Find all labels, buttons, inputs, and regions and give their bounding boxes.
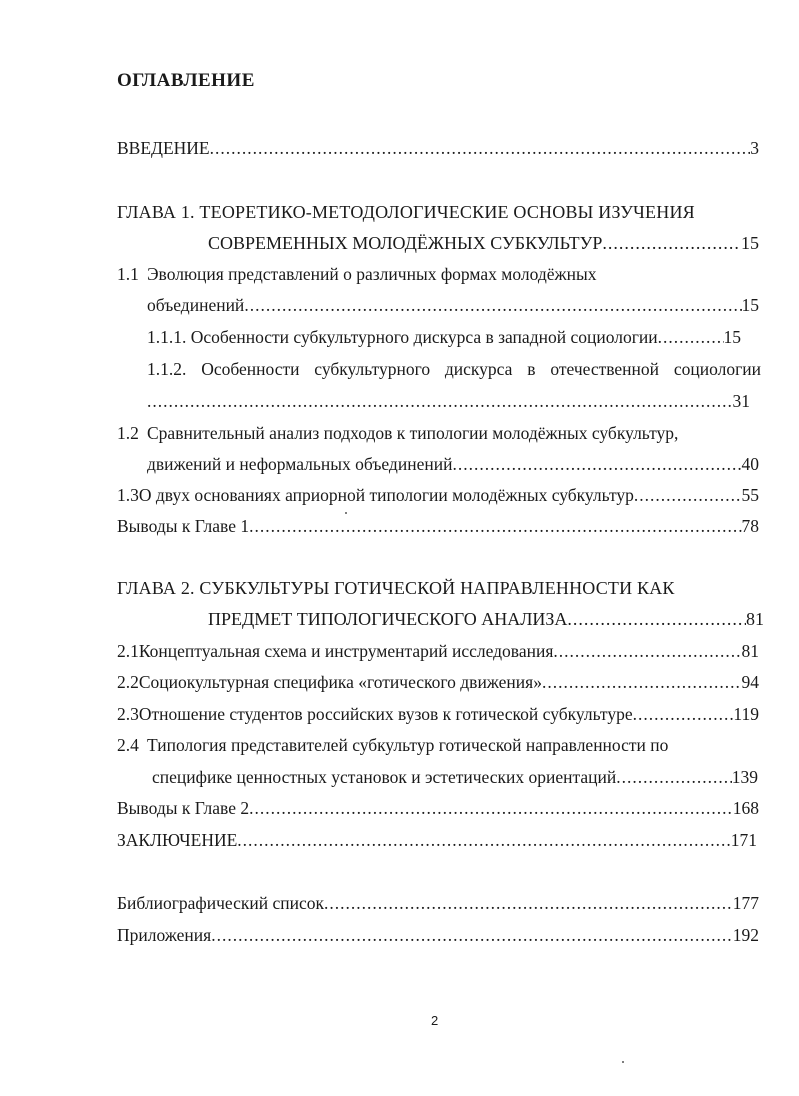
toc-entry-1-1-line2 [147, 294, 759, 316]
toc-entry-page: 31 [732, 391, 750, 411]
toc-entry-label: 1.1.1. Особенности субкультурного дискурса в западной социологии [147, 327, 658, 347]
toc-entry-page: 81 [741, 641, 759, 661]
dot-leader [249, 797, 733, 819]
dot-leader [147, 390, 733, 412]
toc-entry-page: 15 [741, 295, 759, 315]
toc-entry-label: Выводы к Главе 2 [117, 798, 250, 818]
dot-leader [249, 515, 741, 537]
toc-entry-page: 139 [731, 767, 758, 787]
toc-entry-label: Эволюция представлений о различных формах молодёжных [147, 264, 597, 284]
toc-entry-2-2 [117, 671, 759, 693]
toc-entry-label: движений и неформальных объединений [147, 454, 453, 474]
dot-leader [567, 608, 746, 630]
section-number: 2.1 [117, 641, 139, 661]
dot-leader [324, 892, 733, 914]
toc-entry-page: 94 [741, 672, 759, 692]
chapter1-heading-line1: ГЛАВА 1. ТЕОРЕТИКО-МЕТОДОЛОГИЧЕСКИЕ ОСНОВЫ ИЗУЧЕНИЯ [117, 202, 695, 222]
toc-entry-page: 3 [750, 138, 759, 158]
dot-leader [452, 453, 741, 475]
toc-entry-label: объединений [147, 295, 245, 315]
toc-entry-conclusion [117, 829, 757, 851]
toc-entry-label: ВВЕДЕНИЕ [117, 138, 210, 158]
toc-entry-1-1-line1 [117, 263, 596, 285]
dot-leader [634, 484, 742, 506]
toc-entry-label: О двух основаниях априорной типологии молодёжных субкультур [138, 485, 634, 505]
toc-entry-label: Концептуальная схема и инструментарий исследования [138, 641, 554, 661]
dot-leader [616, 766, 732, 788]
dot-leader [658, 326, 724, 348]
chapter2-heading-line2 [208, 608, 764, 630]
dot-leader [633, 703, 734, 725]
dot-leader [602, 232, 741, 254]
dot-leader [211, 924, 733, 946]
toc-entry-label: ЗАКЛЮЧЕНИЕ [117, 830, 238, 850]
section-number: 2.4 [117, 735, 139, 755]
toc-entry-label: Приложения [117, 925, 212, 945]
toc-entry-label: Выводы к Главе 1 [117, 516, 250, 536]
toc-entry-appendices [117, 924, 759, 946]
toc-entry-1-3 [117, 484, 759, 506]
section-number: 1.1 [117, 264, 139, 284]
chapter1-heading-line2 [208, 232, 759, 254]
toc-entry-page: 81 [746, 609, 764, 629]
toc-entry-page: 171 [730, 830, 757, 850]
toc-entry-label: ПРЕДМЕТ ТИПОЛОГИЧЕСКОГО АНАЛИЗА [208, 609, 568, 629]
section-number: 2.2 [117, 672, 139, 692]
toc-entry-1-2-line1 [117, 422, 678, 444]
toc-entry-page: 55 [741, 485, 759, 505]
section-number: 1.2 [117, 423, 139, 443]
dot-leader [210, 137, 751, 159]
section-number: 1.3 [117, 485, 139, 505]
toc-entry-bibliography [117, 892, 759, 914]
toc-entry-label: СОВРЕМЕННЫХ МОЛОДЁЖНЫХ СУБКУЛЬТУР [208, 233, 603, 253]
toc-title: ОГЛАВЛЕНИЕ [117, 70, 255, 91]
toc-entry-page: 119 [733, 704, 759, 724]
toc-entry-label: Сравнительный анализ подходов к типологии молодёжных субкультур, [147, 423, 679, 443]
toc-entry-chapter1-conclusions [117, 515, 759, 537]
toc-entry-page: 177 [732, 893, 759, 913]
toc-entry-page: 192 [732, 925, 759, 945]
toc-entry-page: 15 [741, 233, 759, 253]
toc-entry-1-1-1 [147, 326, 741, 348]
scan-speck [345, 512, 347, 514]
toc-entry-intro [117, 137, 759, 159]
toc-entry-1-1-2-line2 [147, 390, 750, 412]
dot-leader [237, 829, 730, 851]
toc-entry-page: 168 [732, 798, 759, 818]
dot-leader [553, 640, 741, 662]
toc-entry-label: Типология представителей субкультур готической направленности по [147, 735, 669, 755]
toc-entry-label: Социокультурная специфика «готического движения» [138, 672, 542, 692]
chapter2-heading-line1: ГЛАВА 2. СУБКУЛЬТУРЫ ГОТИЧЕСКОЙ НАПРАВЛЕННОСТИ КАК [117, 578, 675, 598]
page-number: 2 [431, 1013, 439, 1028]
scan-speck [622, 1061, 624, 1063]
toc-entry-label: специфике ценностных установок и эстетических ориентаций [152, 767, 617, 787]
toc-entry-2-4-line1 [117, 734, 668, 756]
toc-entry-2-4-line2 [152, 766, 758, 788]
toc-entry-label: Библиографический список [117, 893, 325, 913]
toc-entry-page: 15 [723, 327, 741, 347]
toc-entry-1-1-2-line1: 1.1.2. Особенности субкультурного дискурса в отечественной социологии [147, 359, 761, 379]
toc-entry-label: Отношение студентов российских вузов к готической субкультуре [138, 704, 633, 724]
section-number: 2.3 [117, 704, 139, 724]
toc-entry-1-2-line2 [147, 453, 759, 475]
toc-entry-page: 40 [741, 454, 759, 474]
dot-leader [244, 294, 741, 316]
toc-entry-2-1 [117, 640, 759, 662]
toc-entry-chapter2-conclusions [117, 797, 759, 819]
toc-entry-page: 78 [741, 516, 759, 536]
toc-entry-2-3 [117, 703, 759, 725]
dot-leader [542, 671, 742, 693]
